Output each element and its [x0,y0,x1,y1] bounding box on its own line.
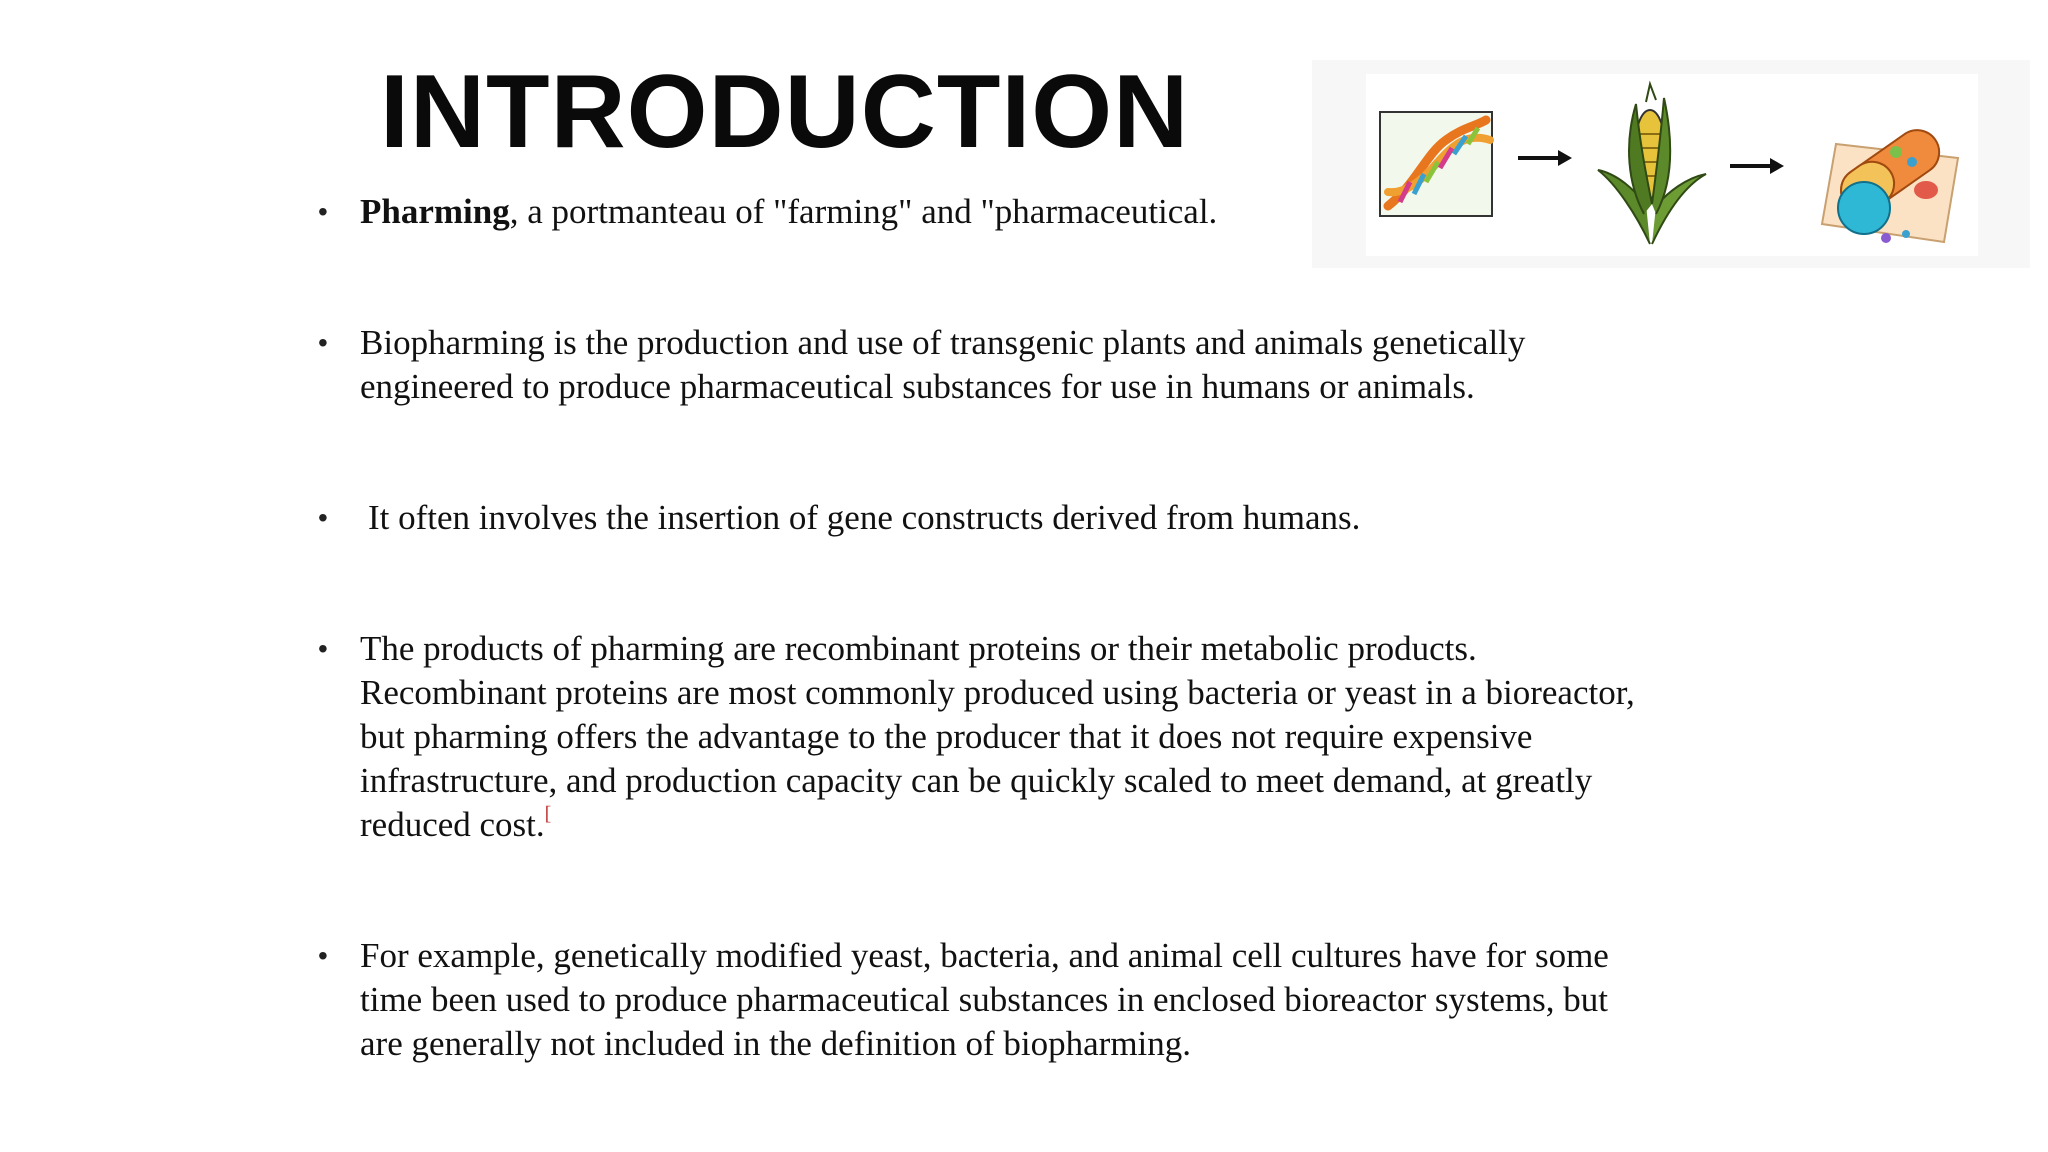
bullet-line-text: reduced cost. [360,805,545,844]
bullet-line: time been used to produce pharmaceutical substances in enclosed bioreactor systems, but [360,980,1608,1019]
bullet-line: The products of pharming are recombinant proteins or their metabolic products. [360,629,1477,668]
bullet-item [318,627,1718,847]
bullet-line: but pharming offers the advantage to the producer that it does not require expensive [360,717,1533,756]
bullet-symbol: • [318,327,328,358]
slide-title: INTRODUCTION [380,54,1190,170]
bullet-line: engineered to produce pharmaceutical substances for use in humans or animals. [360,367,1475,406]
bullet-line: are generally not included in the definition of biopharming. [360,1024,1192,1063]
bullet-line: Biopharming is the production and use of transgenic plants and animals genetically [360,323,1526,362]
bullet-line: infrastructure, and production capacity can be quickly scaled to meet demand, at greatly [360,761,1593,800]
bullet-item [318,190,1718,234]
bullet-item [318,321,1718,409]
bullet-term: Pharming [360,192,510,231]
bullet-item [318,496,1718,540]
bullet-line [360,190,1718,234]
bullet-line [360,803,1718,847]
bullet-symbol: • [318,633,328,664]
reference-link[interactable]: [ [544,803,552,825]
bullet-line: For example, genetically modified yeast, bacteria, and animal cell cultures have for some [360,936,1609,975]
bullet-line: It often involves the insertion of gene constructs derived from humans. [368,498,1361,537]
bullet-list [318,190,1718,1066]
bullet-symbol: • [318,502,328,533]
bullet-item [318,934,1718,1066]
bullet-symbol: • [318,196,328,227]
arrow-right-icon [1730,158,1784,174]
arrow-right-icon [1518,150,1572,166]
pills-capsule-icon [1822,122,1958,243]
bullet-text: , a portmanteau of "farming" and "pharmaceutical. [509,192,1218,231]
bullet-symbol: • [318,940,328,971]
bullet-line: Recombinant proteins are most commonly produced using bacteria or yeast in a bioreactor, [360,673,1635,712]
